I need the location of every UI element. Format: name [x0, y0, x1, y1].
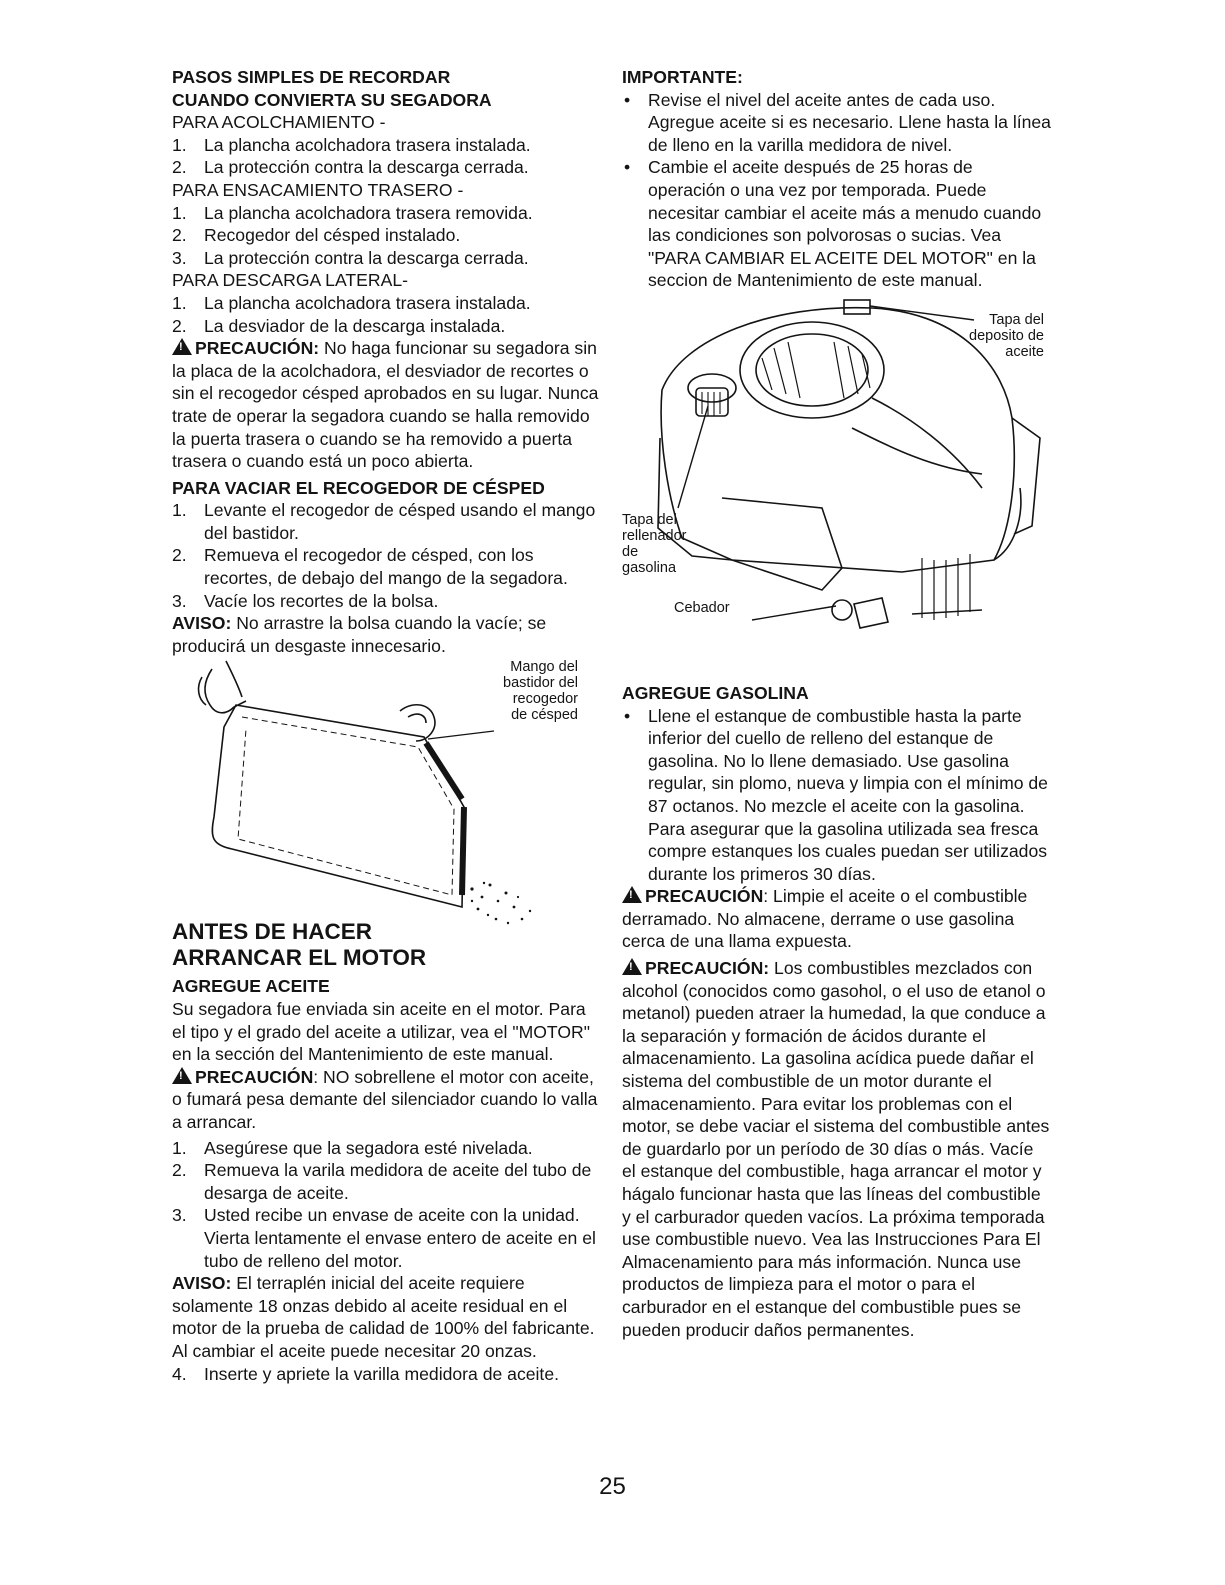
side-discharge-title: PARA DESCARGA LATERAL-	[172, 270, 408, 291]
heading-simple-steps: PASOS SIMPLES DE RECORDAR	[172, 67, 451, 87]
right-column	[622, 66, 1052, 1341]
list-item: 2. Recogedor del césped instalado.	[172, 225, 461, 246]
list-item: 2. La protección contra la descarga cerrada.	[172, 157, 529, 178]
list-item: 1. Levante el recogedor de césped usando el mango del bastidor.	[172, 500, 596, 543]
list-item: 3. Usted recibe un envase de aceite con la unidad. Vierta lentamente el envase entero de aceite en el tubo de relleno del motor.	[172, 1205, 596, 1271]
grass-catcher-figure	[172, 657, 604, 927]
heading-convert-mower: CUANDO CONVIERTA SU SEGADORA	[172, 89, 492, 110]
important-title: IMPORTANTE:	[622, 67, 743, 87]
page-number: 25	[599, 1473, 626, 1500]
list-item: • Cambie el aceite después de 25 horas de operación o una vez por temporada. Puede necesitar cambiar el aceite más a menudo cuando las condiciones son polvorosas o sucias. Vea "PARA CAMBIAR EL ACEITE DEL MOTOR" en la seccion de Mantenimiento de este manual.	[624, 157, 1042, 291]
list-item: 4. Inserte y apriete la varilla medidora de aceite.	[172, 1363, 559, 1384]
bag-title: PARA ENSACAMIENTO TRASERO -	[172, 179, 464, 200]
warning-icon	[622, 886, 642, 903]
list-item: 3. La protección contra la descarga cerrada.	[172, 247, 529, 268]
fig1-caption: Mango del bastidor del recogedor de césped	[503, 659, 578, 724]
list-item: 2. La desviador de la descarga instalada.	[172, 315, 506, 336]
caution-paragraph-4: !PRECAUCIÓN: Los combustibles mezclados con alcohol (conocidos como gasohol, o el uso de etanol o metanol) pueden atraer la humedad, la que conduce a la separación y formación de ácidos durante el almacenamiento. La gasolina acídica puede dañar el sistema del combustible de un motor durante el almacenamiento. Para evitar los problemas con el motor, se debe vaciar el sistema del combustible antes de guardarlo por un período de 30 días o más. Vacíe el estanque del combustible, haga arrancar el motor y hágalo funcionar hasta que las líneas del combustible y el carburador queden vacíos. La próxima temporada use combustible nuevo. Vea las Instrucciones Para El Almacenamiento para más información. Nunca use productos de limpieza para el motor o para el carburador en el estanque del combustible pues se pueden producir daños permanentes.	[622, 957, 1052, 1341]
left-column	[172, 66, 604, 1385]
before-start-title-line1: ANTES DE HACER	[172, 919, 373, 945]
warning-icon	[172, 1067, 192, 1084]
engine-figure	[622, 298, 1052, 674]
empty-bag-title: PARA VACIAR EL RECOGEDOR DE CÉSPED	[172, 477, 545, 498]
list-item: 2. Remueva el recogedor de césped, con los recortes, de debajo del mango de la segadora.	[172, 545, 568, 589]
add-gas-title: AGREGUE GASOLINA	[622, 682, 809, 703]
fig2-label-fuel-cap: Tapa del rellenador de gasolina	[622, 511, 687, 576]
notice-paragraph-2: AVISO: El terraplén inicial del aceite requiere solamente 18 onzas debido al aceite residual en el motor de la prueba de calidad de 100% del fabricante. Al cambiar el aceite puede necesitar 20 onzas.	[172, 1273, 595, 1361]
fig2-label-primer: Cebador	[674, 599, 730, 616]
caution-paragraph-2: !PRECAUCIÓN: NO sobrellene el motor con aceite, o fumará pesa demante del silenciador cuando lo valla a arrancar.	[172, 1066, 604, 1134]
list-item: • Revise el nivel del aceite antes de cada uso. Agregue aceite si es necesario. Llene hasta la línea de lleno en la varilla medidora de nivel.	[624, 89, 1051, 155]
list-item: 1. Asegúrese que la segadora esté nivelada.	[172, 1137, 533, 1158]
list-item: 1. La plancha acolchadora trasera instalada.	[172, 292, 531, 313]
list-item: 1. La plancha acolchadora trasera instalada.	[172, 134, 531, 155]
list-item: 3. Vacíe los recortes de la bolsa.	[172, 590, 439, 611]
caution-paragraph-1: !PRECAUCIÓN: No haga funcionar su segadora sin la placa de la acolchadora, el desviador de recortes o sin el recogedor césped aprobados en su lugar. Nunca trate de operar la segadora cuando se halla removido la puerta trasera o cuando se ha removido a puerta trasera o cuando está un poco abierta.	[172, 337, 604, 473]
before-start-title-line2: ARRANCAR EL MOTOR	[172, 945, 427, 971]
add-oil-text: Su segadora fue enviada sin aceite en el motor. Para el tipo y el grado del aceite a utilizar, vea el "MOTOR" en la sección del Mantenimiento de este manual.	[172, 999, 590, 1065]
warning-icon	[622, 958, 642, 975]
list-item: 1. La plancha acolchadora trasera removida.	[172, 202, 533, 223]
fig2-label-oil-cap: Tapa del deposito de aceite	[969, 311, 1044, 360]
add-oil-title: AGREGUE ACEITE	[172, 976, 330, 997]
list-item: • Llene el estanque de combustible hasta la parte inferior del cuello de relleno del estanque de gasolina. No lo llene demasiado. Use gasolina regular, sin plomo, nueva y limpia con el mínimo de 87 octanos. No mezcle el aceite con la gasolina. Para asegurar que la gasolina utilizada sea fresca compre estanques los cuales puedan ser utilizados durante los primeros 30 días.	[624, 705, 1048, 884]
mulch-title: PARA ACOLCHAMIENTO -	[172, 112, 386, 133]
warning-icon	[172, 338, 192, 355]
list-item: 2. Remueva la varila medidora de aceite del tubo de desarga de aceite.	[172, 1160, 592, 1203]
notice-paragraph-1: AVISO: No arrastre la bolsa cuando la vacíe; se producirá un desgaste innecesario.	[172, 613, 547, 656]
caution-paragraph-3: !PRECAUCIÓN: Limpie el aceite o el combustible derramado. No almacene, derrame o use gasolina cerca de una llama expuesta.	[622, 885, 1052, 953]
